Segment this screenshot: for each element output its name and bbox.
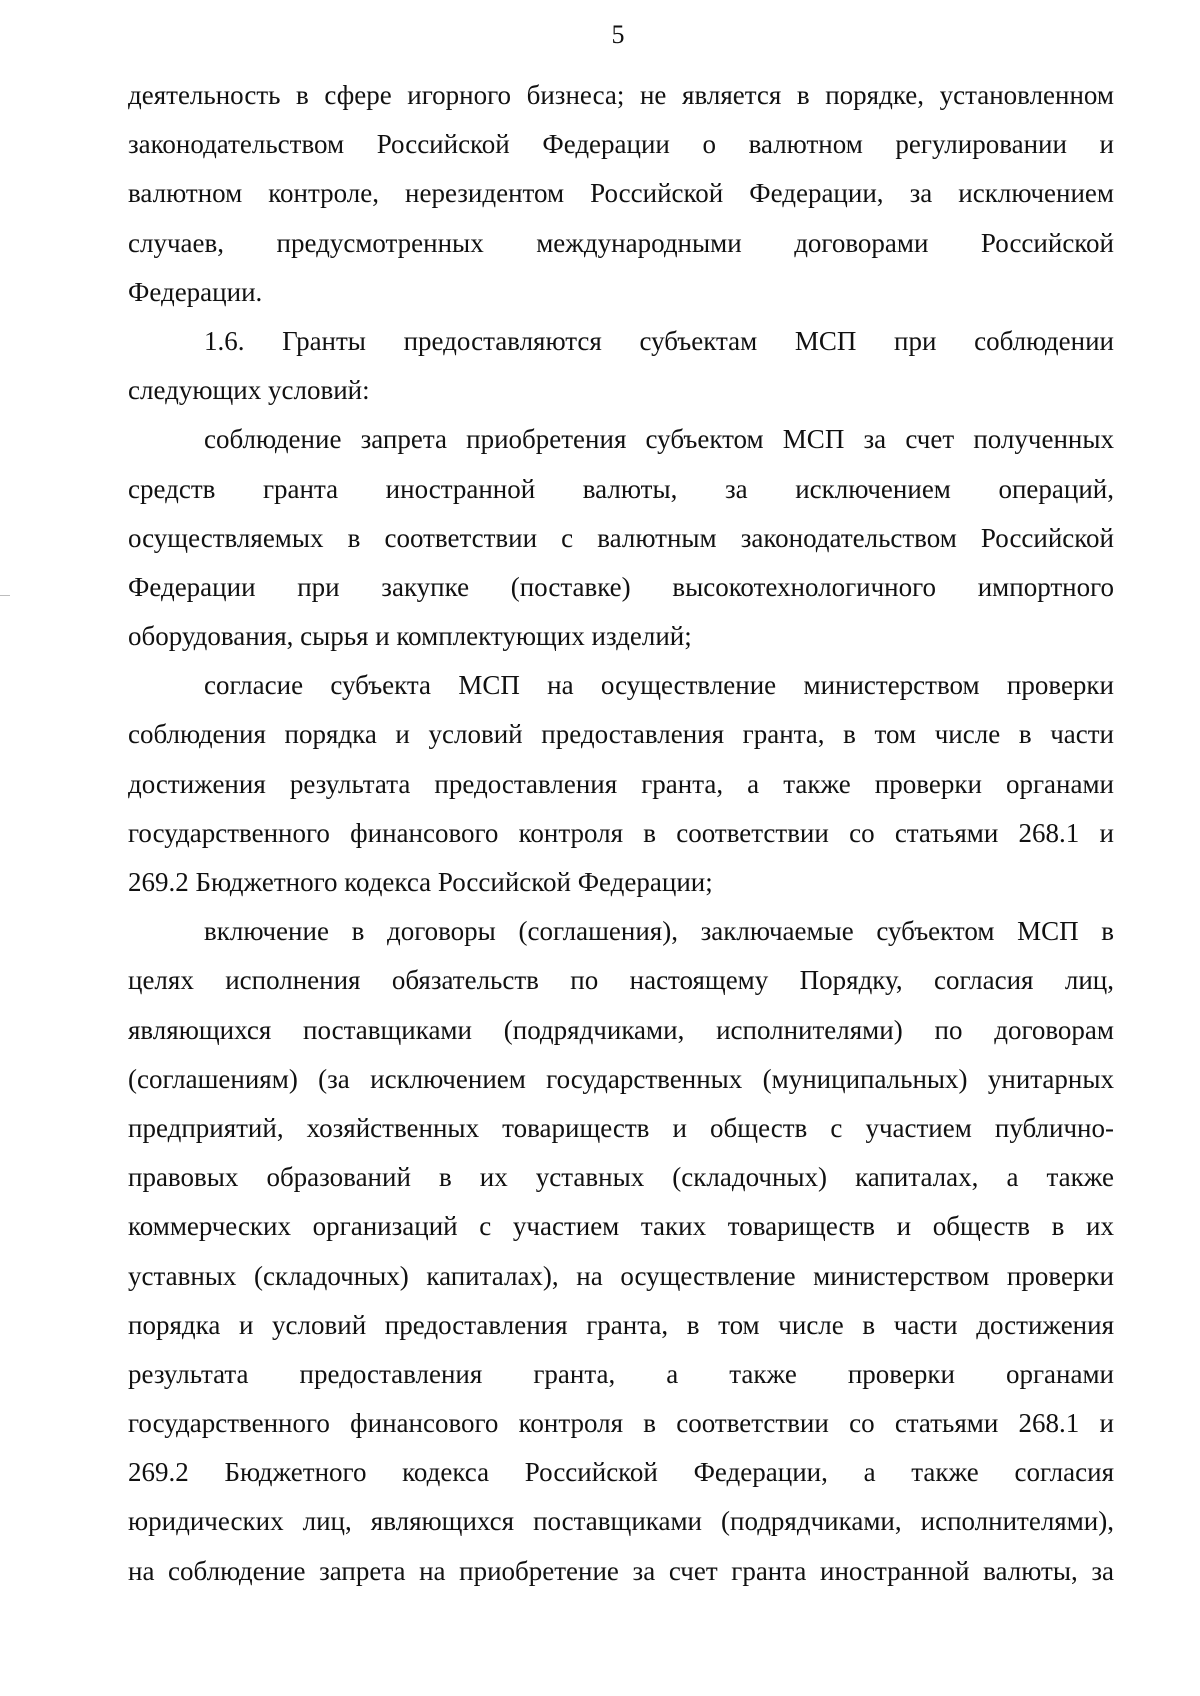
text-line: следующих условий: xyxy=(128,375,370,406)
text-line: достижения результата предоставления гранта, а также проверки органами xyxy=(128,768,1114,799)
paragraph-consent-inspection xyxy=(128,661,1114,907)
text-line: правовых образований в их уставных (складочных) капиталах, а также xyxy=(128,1162,1114,1193)
text-line: (соглашениям) (за исключением государственных (муниципальных) унитарных xyxy=(128,1063,1114,1094)
text-line: государственного финансового контроля в соответствии со статьями 268.1 и xyxy=(128,1408,1114,1439)
text-line: 269.2 Бюджетного кодекса Российской Федерации; xyxy=(128,867,713,897)
text-line: валютном контроле, нерезидентом Российской Федерации, за исключением xyxy=(128,178,1114,209)
text-line: предприятий, хозяйственных товариществ и обществ с участием публично- xyxy=(128,1112,1115,1143)
text-line: результата предоставления гранта, а также проверки органами xyxy=(128,1358,1114,1389)
text-line: включение в договоры (соглашения), заключаемые субъектом МСП в xyxy=(204,916,1115,947)
text-line: уставных (складочных) капиталах), на осуществление министерством проверки xyxy=(128,1260,1114,1291)
text-line: соблюдение запрета приобретения субъектом МСП за счет полученных xyxy=(204,424,1114,455)
text-line: Федерации. xyxy=(128,276,263,307)
text-line: коммерческих организаций с участием таких товариществ и обществ в их xyxy=(128,1211,1114,1242)
text-line: осуществляемых в соответствии с валютным законодательством Российской xyxy=(128,522,1114,553)
text-line: государственного финансового контроля в соответствии со статьями 268.1 и xyxy=(128,817,1114,848)
text-line: 1.6. Гранты предоставляются субъектам МСП при соблюдении xyxy=(204,325,1114,356)
text-line: согласие субъекта МСП на осуществление министерством проверки xyxy=(204,670,1114,701)
text-line: соблюдения порядка и условий предоставления гранта, в том числе в части xyxy=(128,719,1114,750)
paragraph-gambling-nonresident xyxy=(128,71,1114,317)
text-line: Федерации при закупке (поставке) высокотехнологичного импортного xyxy=(128,571,1114,602)
text-line: средств гранта иностранной валюты, за исключением операций, xyxy=(128,473,1114,504)
text-line: законодательством Российской Федерации о валютном регулировании и xyxy=(128,129,1114,160)
text-line: являющихся поставщиками (подрядчиками, исполнителями) по договорам xyxy=(128,1014,1114,1045)
text-line: оборудования, сырья и комплектующих изделий; xyxy=(128,621,692,652)
text-line: на соблюдение запрета на приобретение за счет гранта иностранной валюты, за xyxy=(128,1555,1114,1586)
document-body xyxy=(128,71,1114,1596)
paragraph-clause-1-6 xyxy=(128,317,1114,415)
scan-margin-mark xyxy=(0,595,10,596)
text-line: целях исполнения обязательств по настоящему Порядку, согласия лиц, xyxy=(128,965,1114,996)
text-line: порядка и условий предоставления гранта, в том числе в части достижения xyxy=(128,1309,1114,1340)
text-line: 269.2 Бюджетного кодекса Российской Федерации, а также согласия xyxy=(128,1457,1114,1488)
paragraph-contract-inclusion xyxy=(128,907,1114,1596)
text-line: юридических лиц, являющихся поставщиками (подрядчиками, исполнителями), xyxy=(128,1506,1114,1537)
page-number: 5 xyxy=(611,20,625,49)
text-line: деятельность в сфере игорного бизнеса; не является в порядке, установленном xyxy=(128,80,1114,110)
paragraph-currency-ban xyxy=(128,415,1114,661)
text-line: случаев, предусмотренных международными договорами Российской xyxy=(128,227,1114,258)
